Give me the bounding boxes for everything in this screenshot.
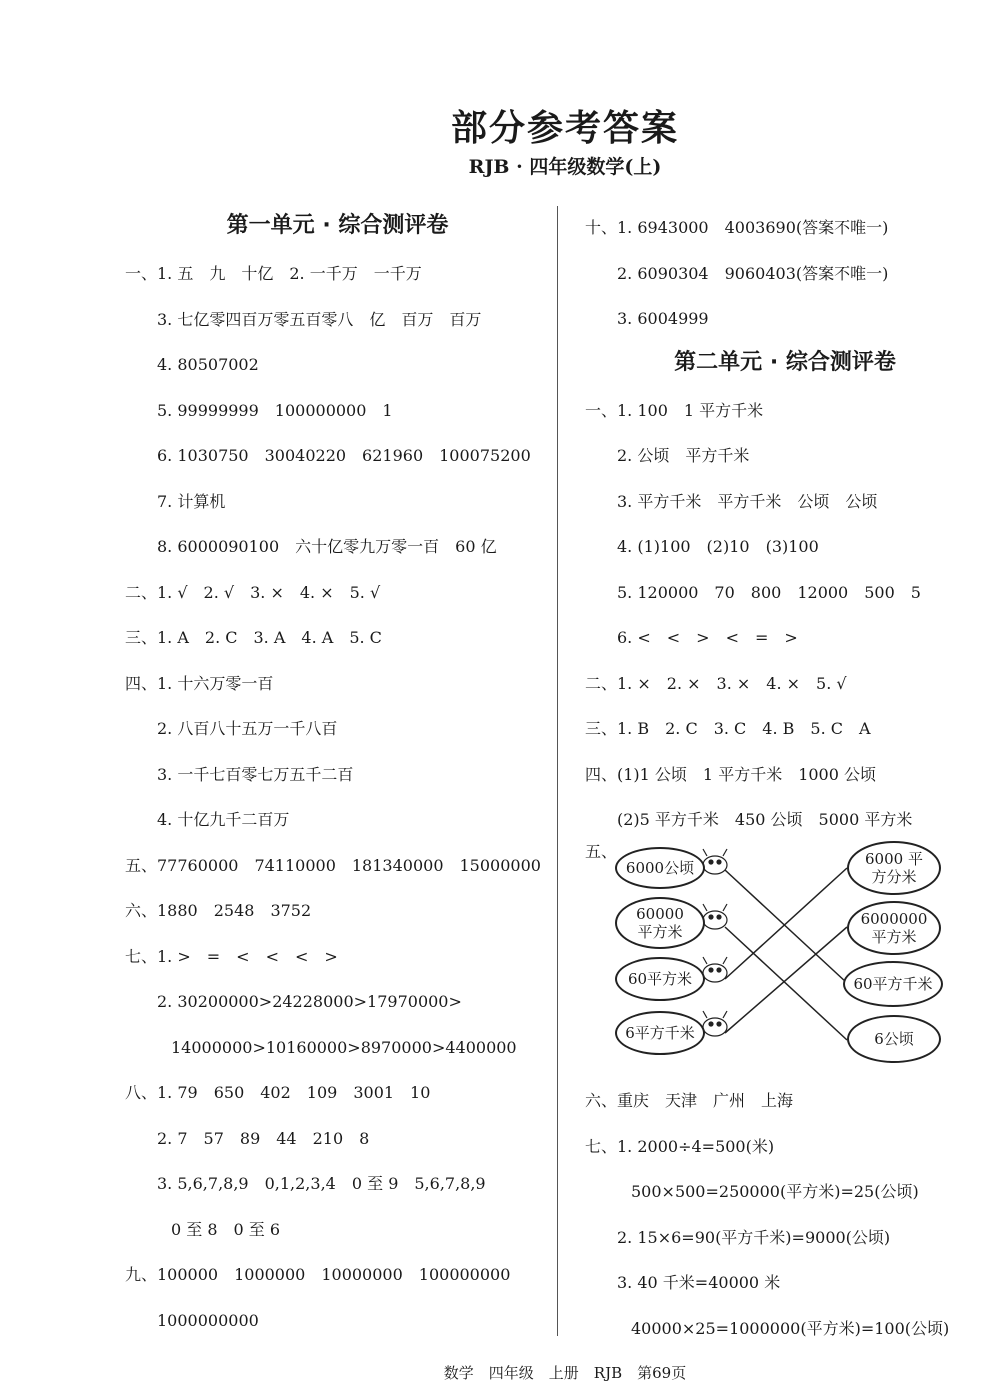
answer-line: 4. 80507002 <box>157 355 259 374</box>
answer-line: 二、1. × 2. × 3. × 4. × 5. √ <box>585 673 847 693</box>
answer-line: 40000×25=1000000(平方米)=100(公顷) <box>631 1318 950 1338</box>
bug-doodle <box>703 957 727 982</box>
answer-line: 一、1. 五 九 十亿 2. 一千万 一千万 <box>125 264 422 283</box>
answer-line: 8. 6000090100 六十亿零九万零一百 60 亿 <box>157 537 497 556</box>
bug-doodle <box>703 849 727 874</box>
answer-line: 六、重庆 天津 广州 上海 <box>585 1091 794 1110</box>
answer-line: 3. 一千七百零七万五千二百 <box>157 764 354 784</box>
answer-line: 九、100000 1000000 10000000 100000000 <box>125 1265 511 1284</box>
answer-line: 0 至 8 0 至 6 <box>171 1219 281 1239</box>
answer-line: 2. 7 57 89 44 210 8 <box>157 1128 370 1148</box>
answer-line: 6. < < > < = > <box>617 628 798 647</box>
right-oval: 6公顷 <box>847 1015 941 1063</box>
answer-line: (2)5 平方千米 450 公顷 5000 平方米 <box>617 810 913 829</box>
question-5-label: 五、 <box>585 842 618 861</box>
right-oval: 60平方千米 <box>843 961 943 1007</box>
answer-line: 四、1. 十六万零一百 <box>125 673 274 693</box>
right-oval: 6000 平方分米 <box>847 841 941 895</box>
section-title-unit-2: 第二单元 · 综合测评卷 <box>674 349 896 375</box>
answer-line: 3. 40 千米=40000 米 <box>617 1273 781 1292</box>
matching-diagram <box>585 835 995 1075</box>
answer-line: 七、1. > = < < < > <box>125 946 338 966</box>
answer-line: 八、1. 79 650 402 109 3001 10 <box>125 1083 431 1102</box>
answer-line: 五、77760000 74110000 181340000 15000000 <box>125 855 541 875</box>
answer-line: 三、1. B 2. C 3. C 4. B 5. C A <box>585 719 871 738</box>
answer-line: 2. 6090304 9060403(答案不唯一) <box>617 263 889 283</box>
answer-line: 1000000000 <box>157 1310 259 1330</box>
answer-line: 4. 十亿九千二百万 <box>157 810 290 829</box>
answer-line: 十、1. 6943000 4003690(答案不唯一) <box>585 218 889 237</box>
answer-line: 3. 平方千米 平方千米 公顷 公顷 <box>617 491 878 511</box>
answer-line: 三、1. A 2. C 3. A 4. A 5. C <box>125 628 382 647</box>
right-column <box>585 205 985 843</box>
left-oval: 60000 平方米 <box>615 897 705 949</box>
answer-line: 3. 七亿零四百万零五百零八 亿 百万 百万 <box>157 309 482 329</box>
bug-doodle <box>703 904 727 929</box>
answer-line: 一、1. 100 1 平方千米 <box>585 400 764 420</box>
answer-line: 5. 99999999 100000000 1 <box>157 400 393 420</box>
answer-line: 3. 5,6,7,8,9 0,1,2,3,4 0 至 9 5,6,7,8,9 <box>157 1174 486 1193</box>
answer-line: 2. 15×6=90(平方千米)=9000(公顷) <box>617 1227 891 1247</box>
match-line <box>725 868 847 979</box>
match-line <box>725 927 847 1033</box>
answer-line: 14000000>10160000>8970000>4400000 <box>171 1037 517 1057</box>
answer-line: 2. 八百八十五万一千八百 <box>157 719 338 738</box>
page-footer: 数学 四年级 上册 RJB 第69页 <box>443 1364 687 1382</box>
column-divider <box>557 206 558 1336</box>
section-title-unit-1: 第一单元 · 综合测评卷 <box>226 213 449 238</box>
left-oval: 60平方米 <box>615 957 705 1001</box>
answer-line: 3. 6004999 <box>617 309 709 328</box>
left-oval: 6平方千米 <box>615 1011 705 1055</box>
left-oval: 6000公顷 <box>615 847 705 889</box>
bug-doodle <box>703 1011 727 1036</box>
right-oval: 6000000 平方米 <box>847 901 941 955</box>
answer-line: 500×500=250000(平方米)=25(公顷) <box>631 1182 919 1201</box>
match-line <box>725 927 847 1040</box>
answer-line: 4. (1)100 (2)10 (3)100 <box>617 537 819 556</box>
answer-line: 7. 计算机 <box>157 491 226 511</box>
answer-line: 2. 30200000>24228000>17970000> <box>157 992 462 1011</box>
answer-line: 2. 公顷 平方千米 <box>617 446 750 465</box>
page-title: 部分参考答案 <box>450 108 679 149</box>
answer-line: 四、(1)1 公顷 1 平方千米 1000 公顷 <box>585 764 877 784</box>
answer-line: 二、1. √ 2. √ 3. × 4. × 5. √ <box>125 582 381 602</box>
page-subtitle: RJB · 四年级数学(上) <box>468 156 662 178</box>
match-line <box>725 870 847 983</box>
left-column <box>125 205 550 1343</box>
answer-line: 5. 120000 70 800 12000 500 5 <box>617 582 921 602</box>
answer-line: 六、1880 2548 3752 <box>125 901 312 920</box>
answer-line: 6. 1030750 30040220 621960 100075200 <box>157 446 531 465</box>
answer-line: 七、1. 2000÷4=500(米) <box>585 1136 775 1156</box>
right-column-bottom <box>585 1078 985 1351</box>
